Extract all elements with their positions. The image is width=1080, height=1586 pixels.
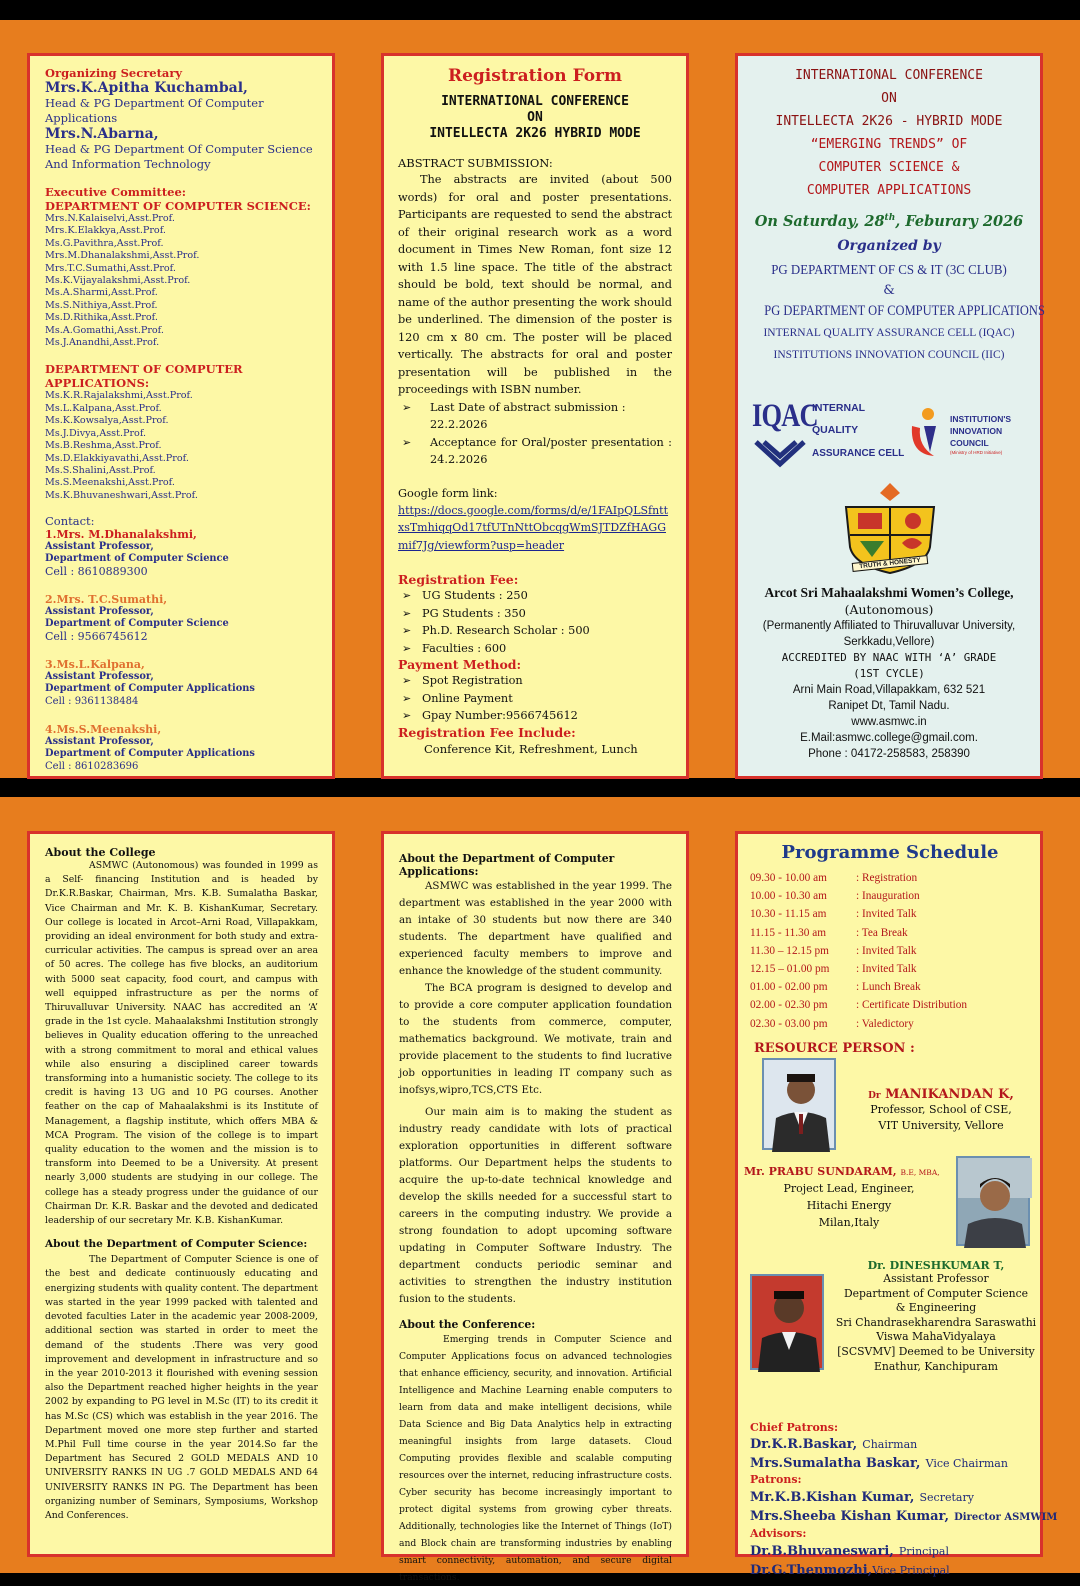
acceptance-date: ➢ Acceptance for Oral/poster presentation : 24.2.2026 [398, 434, 672, 469]
naac-line1: ACCREDITED BY NAAC WITH ‘A’ GRADE [781, 651, 997, 664]
rp1-line2: VIT University, Vellore [878, 1119, 1004, 1132]
fee-list [398, 587, 672, 657]
resource-person-3 [832, 1259, 1040, 1374]
schedule-event: : Invited Talk [856, 908, 917, 921]
cs-member: Ms.A.Sharmi,Asst.Prof. [45, 287, 158, 299]
cs-member: Mrs.T.C.Sumathi,Asst.Prof. [45, 262, 176, 274]
book-icon [754, 438, 806, 468]
contact-cell: Cell : 9566745612 [45, 630, 148, 644]
contact-name: 2.Mrs. T.C.Sumathi, [45, 593, 168, 607]
rp2-line3: Milan,Italy [818, 1216, 880, 1229]
iqac-word1: INTERNAL [812, 402, 866, 414]
affiliation-line2: Serkkadu,Vellore) [843, 636, 935, 648]
fee-include-heading: Registration Fee Include: [398, 724, 576, 740]
ca-member: Ms.S.Shalini,Asst.Prof. [45, 464, 156, 476]
organizer-amp: & [883, 282, 895, 298]
payment-list [398, 672, 672, 725]
advisors-heading: Advisors: [750, 1527, 807, 1540]
event-date-month: , Feburary 2026 [895, 212, 1024, 230]
contact-block [45, 528, 332, 578]
address-line1: Arni Main Road,Villapakkam, 632 521 [792, 684, 986, 696]
event-date-sup: th [884, 213, 896, 223]
schedule-event: : Valedictory [856, 1017, 914, 1030]
google-form-link[interactable]: https://docs.google.com/forms/d/e/1FAIpQLSfnttxsTmhiqqOd17tfUTnNttObcqgWmSJTDZfHAGGmif7Jg/viewform?usp=header [398, 503, 669, 552]
schedule-event: : Invited Talk [856, 944, 917, 957]
contact-block [45, 593, 332, 643]
google-form-label: Google form link: [398, 486, 498, 500]
payment-method-heading: Payment Method: [398, 657, 522, 672]
schedule-time: 11.15 - 11.30 am [750, 926, 827, 939]
cs-member: Ms.A.Gomathi,Asst.Prof. [45, 324, 164, 336]
fee-item: ➢ PG Students : 350 [398, 605, 672, 623]
schedule-row [750, 924, 1030, 942]
payment-item: ➢ Online Payment [398, 690, 672, 708]
rp3-line5: Viswa MahaVidyalaya [876, 1330, 996, 1344]
reg-conference-line3: INTELLECTA 2K26 HYBRID MODE [429, 126, 641, 141]
schedule-row [750, 996, 1030, 1014]
iqac-full-name: INTERNAL QUALITY ASSURANCE CELL (IQAC) [763, 326, 1015, 339]
schedule-event: : Invited Talk [856, 963, 917, 976]
cs-member: Mrs.K.Elakkya,Asst.Prof. [45, 225, 166, 237]
iic-emblem-icon [906, 406, 948, 458]
abstract-deadline: ➢ Last Date of abstract submission : 22.2.2026 [398, 399, 672, 434]
cover-theme-line3: COMPUTER APPLICATIONS [806, 183, 972, 198]
contact-block [45, 658, 332, 708]
iic-word4: (Ministry of HRD Initiative) [950, 450, 1003, 455]
address-line2: Ranipet Dt, Tamil Nadu. [828, 700, 950, 712]
ca-member: Ms.K.Bhuvaneshwari,Asst.Prof. [45, 489, 198, 501]
advisor-1-role: Principal [898, 1545, 949, 1558]
event-date [744, 208, 1034, 232]
resource-person-1-photo [762, 1058, 836, 1150]
iic-logo [906, 406, 1041, 466]
organized-by: Organized by [837, 237, 941, 254]
patron-2-role: Director ASMWIM [954, 1512, 1058, 1523]
rp2-line2: Hitachi Energy [806, 1199, 892, 1212]
contact-name: 1.Mrs. M.Dhanalakshmi, [45, 528, 197, 542]
schedule-time: 01.00 - 02.00 pm [750, 981, 828, 994]
organizer-dept2: PG DEPARTMENT OF COMPUTER APPLICATIONS [764, 302, 1045, 319]
rp3-line6: [SCSVMV] Deemed to be University [837, 1344, 1035, 1358]
resource-person-2 [744, 1165, 954, 1231]
advisor-2-role: Vice Principal [872, 1564, 950, 1577]
contact-dept: Department of Computer Applications [45, 683, 255, 695]
iic-word2: INNOVATION [950, 426, 1003, 436]
chief-patrons-heading: Chief Patrons: [750, 1421, 839, 1434]
rp3-line2: Department of Computer Science [843, 1286, 1029, 1300]
schedule-time: 11.30 – 12.15 pm [750, 944, 829, 957]
organizers-panel [27, 53, 335, 779]
schedule-row [750, 978, 1030, 996]
rp3-line4: Sri Chandrasekharendra Saraswathi [835, 1315, 1037, 1329]
iic-full-name: INSTITUTIONS INNOVATION COUNCIL (IIC) [773, 348, 1005, 361]
ca-member: Ms.K.R.Rajalakshmi,Asst.Prof. [45, 390, 193, 402]
rp2-degree: B.E, MBA, [900, 1168, 940, 1177]
cs-member: Ms.G.Pavithra,Asst.Prof. [45, 237, 164, 249]
fee-item: ➢ UG Students : 250 [398, 587, 672, 605]
schedule-table [750, 869, 1030, 1033]
schedule-panel [735, 831, 1058, 1578]
rp3-line7: Enathur, Kanchipuram [874, 1359, 998, 1373]
fee-item: ➢ Ph.D. Research Scholar : 500 [398, 622, 672, 640]
contact-cell: Cell : 9361138484 [45, 696, 139, 708]
about-department-panel [381, 831, 689, 1583]
schedule-row [750, 905, 1030, 923]
fee-include-text: Conference Kit, Refreshment, Lunch [424, 741, 638, 756]
cover-conference-line1: INTERNATIONAL CONFERENCE [795, 68, 983, 83]
person-icon [958, 1158, 1032, 1248]
executive-committee-heading: Executive Committee: [45, 185, 187, 199]
person-icon [764, 1060, 838, 1152]
about-college-panel [27, 831, 335, 1557]
cs-member: Mrs.M.Dhanalakshmi,Asst.Prof. [45, 250, 200, 262]
secretary-2-name: Mrs.N.Abarna, [45, 126, 159, 142]
contact-role: Assistant Professor, [45, 606, 154, 618]
advisor-2-name: Dr.G.Thenmozhi, [750, 1563, 873, 1578]
reg-conference-line2: ON [527, 110, 543, 125]
iqac-word2: QUALITY [812, 424, 859, 436]
ca-members-list [45, 390, 332, 502]
iqac-logo-text: IQAC [752, 398, 818, 434]
schedule-time: 12.15 – 01.00 pm [750, 963, 830, 976]
about-college-heading: About the College [45, 846, 156, 859]
about-ca-heading: About the Department of Computer Applications: [399, 852, 615, 878]
contact-cell: Cell : 8610283696 [45, 761, 139, 773]
patron-2-name: Mrs.Sheeba Kishan Kumar, [750, 1509, 949, 1524]
about-ca-text3: Our main aim is to making the student as industry ready candidate with lots of practical exploration opportunities in different software platforms. Our Department helps the students to acquire the up-to-date technical knowledge and develop the skills needed for a successful start to careers in the computing industry. We provide a strong foundation to adopt upcoming software updating in Computer Software Industry. The department conducts periodic seminar and activities to strengthen the industry institution fusion to the students. [399, 1106, 672, 1305]
college-phone: Phone : 04172-258583, 258390 [808, 748, 970, 760]
ca-dept-heading: DEPARTMENT OF COMPUTER APPLICATIONS: [45, 362, 243, 391]
schedule-time: 09.30 - 10.00 am [750, 872, 827, 884]
iqac-word3: ASSURANCE CELL [812, 448, 905, 459]
cs-member: Ms.D.Rithika,Asst.Prof. [45, 312, 158, 324]
contact-name: 3.Ms.L.Kalpana, [45, 658, 145, 672]
schedule-event: : Lunch Break [856, 981, 921, 994]
rp3-line3: & Engineering [895, 1301, 977, 1315]
naac-line2: (1ST CYCLE) [853, 667, 925, 680]
contact-role: Assistant Professor, [45, 671, 154, 683]
college-website[interactable]: www.asmwc.in [851, 716, 927, 728]
secretary-2-role-line1: Head & PG Department Of Computer Science [45, 142, 313, 156]
contact-name: 4.Ms.S.Meenakshi, [45, 723, 162, 737]
contact-role: Assistant Professor, [45, 736, 154, 748]
advisor-1-name: Dr.B.Bhuvaneswari, [750, 1544, 894, 1559]
rp3-line1: Assistant Professor [883, 1272, 989, 1285]
resource-person-1 [848, 1087, 1034, 1134]
schedule-time: 02.00 - 02.30 pm [750, 999, 828, 1012]
iic-word1: INSTITUTION'S [950, 414, 1012, 424]
about-cs-text: The Department of Computer Science is one of the best and dedicate continuously educating and energizing students with quality content. The department was started in the year 1999 packed with talented and devoted faculties Later in the academic year 2008-2009, additional section was started in order to meet the demand of the students .There was very good improvement and development in infrastructure and so in the year 2010-2013 it flourished with evening session also the Department reached higher heights in the year 2002 by expanding to PG level in M.Sc (IT) to its credit it has M.Sc (CS) which was establish in the year 2016. The Department moved one more step further and started M.Phil Full time course in the year 2014.So far the Department has Secured 2 GOLD MEDALS AND 10 UNIVERSITY RANKS IN UG .7 GOLD MEDALS AND 64 UNIVERSITY RANKS IN PG. The Department has been organizing number of Seminars, Symposiums, Workshop And Conferences. [45, 1254, 318, 1521]
iic-word3: COUNCIL [950, 438, 989, 448]
brochure-outer-sheet [0, 20, 1080, 778]
organizing-secretary-heading: Organizing Secretary [45, 66, 183, 80]
about-college-text: ASMWC (Autonomous) was founded in 1999 as a Self- financing Institution and is headed by Dr.K.R.Baskar, Chairman, Mrs. K.B. Sumalatha Baskar, Vice Chairman and Mr. K. B. KishanKumar, Secretary. Our college is located in Arcot–Arni Road, Villapakkam, providing an ideal environment for both study and extra-curricular activities. The campus is spread over an area of 50 acres. The college has five blocks, an auditorium with 5000 seat capacity, food court, and campus with well equipped infrastructure as per the norms of Thiruvalluvar University. NAAC has accredited an ‘A’ grade in the 1st cycle. Mahaalakshmi Institution strongly believes in Quality education offering to the unreached with a strong commitment to moral and ethical values while also ensuring a disciplined career towards transforming into a humanistic society. The college to its credit is having 13 UG and 10 PG courses. Another feather on the cap of Mahaalakshmi is its Institute of Management, a flagship institute, which offers MBA & MCA Program. The vision of the college is to impart quality education to the women and the mission is to transform into Deemed to be a University. At present nearly 3,000 students are studying in our college. The college has a steady progress under the guidance of our Chairman Dr. K.R. Baskar and the devoted and dedicated leadership of our secretary Mr. K.B. KishanKumar. [45, 860, 318, 1227]
contact-role: Assistant Professor, [45, 541, 154, 553]
ca-member: Ms.L.Kalpana,Asst.Prof. [45, 402, 162, 414]
cover-conference-line3: INTELLECTA 2K26 - HYBRID MODE [775, 114, 1003, 129]
ca-member: Ms.J.Divya,Asst.Prof. [45, 427, 147, 439]
registration-fee-heading: Registration Fee: [398, 572, 519, 587]
registration-panel [381, 53, 689, 779]
cs-member: Ms.S.Nithiya,Asst.Prof. [45, 299, 158, 311]
crest-motto: TRUTH & HONESTY [852, 555, 929, 572]
contact-dept: Department of Computer Science [45, 618, 229, 630]
cover-theme-line1: “EMERGING TRENDS” OF [810, 137, 968, 152]
cover-conference-line2: ON [881, 91, 897, 106]
cover-theme-line2: COMPUTER SCIENCE & [818, 160, 960, 175]
schedule-time: 10.00 - 10.30 am [750, 890, 827, 903]
secretary-1-name: Mrs.K.Apitha Kuchambal, [45, 80, 248, 96]
cs-member: Mrs.N.Kalaiselvi,Asst.Prof. [45, 213, 175, 224]
reg-conference-line1: INTERNATIONAL CONFERENCE [441, 94, 629, 109]
ca-member: Ms.S.Meenakshi,Asst.Prof. [45, 477, 175, 489]
college-autonomous: (Autonomous) [844, 602, 934, 617]
patrons-heading: Patrons: [750, 1473, 802, 1486]
secretary-2-role-line2: And Information Technology [45, 157, 211, 171]
cs-dept-heading: DEPARTMENT OF COMPUTER SCIENCE: [45, 199, 311, 213]
brochure-inner-sheet [0, 797, 1080, 1583]
payment-item: ➢ Spot Registration [398, 672, 672, 690]
ca-member: Ms.B.Reshma,Asst.Prof. [45, 440, 162, 452]
programme-schedule-title: Programme Schedule [781, 842, 999, 863]
about-cs-heading: About the Department of Computer Science: [45, 1238, 308, 1251]
chief-patron-1-name: Dr.K.R.Baskar, [750, 1437, 858, 1452]
college-email[interactable]: E.Mail:asmwc.college@gmail.com. [800, 732, 978, 744]
chief-patron-1-role: Chairman [862, 1438, 918, 1451]
schedule-row [750, 960, 1030, 978]
contact-heading: Contact: [45, 514, 95, 529]
rp2-line1: Project Lead, Engineer, [783, 1182, 915, 1195]
about-conference-heading: About the Conference: [399, 1318, 536, 1331]
person-icon [752, 1276, 826, 1372]
payment-item: ➢ Gpay Number:9566745612 [398, 707, 672, 725]
cover-panel [735, 53, 1043, 779]
chief-patron-2-role: Vice Chairman [925, 1457, 1008, 1470]
schedule-event: : Tea Break [856, 926, 908, 939]
resource-person-heading: RESOURCE PERSON : [754, 1040, 915, 1056]
abstract-dates [398, 399, 672, 469]
abstract-text: The abstracts are invited (about 500 words) for oral and poster presentations. Participants are requested to send the abstract of their original research work as a word document in Times New Roman, font size 12 with 1.5 line space. The title of the abstract should be bold, text should be normal, and name of the author presenting the work should be underlined. The dimension of the poster is 120 cm x 80 cm. The poster will be placed vertically. The abstracts for oral and poster presentation will be published in the proceedings with ISBN number. [398, 173, 672, 396]
about-ca-text1: ASMWC was established in the year 1999. The department was established in the year 2000 with an intake of 30 students but now there are 340 students. The department have qualified and experienced faculty members to improve and enhance the knowledge of the student community. [399, 880, 672, 977]
about-ca-text2: The BCA program is designed to develop and to provide a core computer application foundation to the students from commerce, computer, mathematics background. We motivate, train and provide placement to the students to find lucrative job opportunities in leading IT company such as inofsys,wipro,TCS,CTS Etc. [399, 982, 672, 1096]
schedule-row [750, 887, 1030, 905]
ca-member: Ms.D.Elakkiyavathi,Asst.Prof. [45, 452, 189, 464]
registration-form-title: Registration Form [447, 66, 623, 86]
college-crest [838, 481, 942, 577]
schedule-row [750, 1015, 1030, 1033]
schedule-row [750, 869, 1030, 887]
contact-cell: Cell : 8610889300 [45, 565, 148, 579]
schedule-time: 10.30 - 11.15 am [750, 908, 827, 921]
cs-member: Ms.K.Vijayalakshmi,Asst.Prof. [45, 275, 191, 287]
college-name: Arcot Sri Mahaalakshmi Women’s College, [764, 585, 1014, 600]
patron-1-role: Secretary [919, 1491, 974, 1504]
resource-person-3-photo [750, 1274, 824, 1370]
contact-dept: Department of Computer Science [45, 553, 229, 565]
abstract-heading: ABSTRACT SUBMISSION: [398, 156, 553, 170]
iqac-logo [750, 398, 905, 470]
schedule-event: : Registration [856, 872, 918, 884]
rp2-name: Mr. PRABU SUNDARAM, [744, 1165, 897, 1178]
chief-patron-2-name: Mrs.Sumalatha Baskar, [750, 1456, 921, 1471]
event-date-main: On Saturday, 28 [754, 212, 885, 230]
patron-1-name: Mr.K.B.Kishan Kumar, [750, 1490, 915, 1505]
contact-dept: Department of Computer Applications [45, 748, 255, 760]
cs-members-list [45, 213, 332, 349]
fee-item: ➢ Faculties : 600 [398, 640, 672, 658]
rp1-prefix: Dr [868, 1091, 881, 1101]
secretary-1-role: Head & PG Department Of Computer Applications [45, 96, 264, 125]
schedule-row [750, 942, 1030, 960]
schedule-time: 02.30 - 03.00 pm [750, 1017, 828, 1030]
resource-person-2-photo [956, 1156, 1030, 1246]
affiliation-line1: (Permanently Affiliated to Thiruvalluvar University, [762, 620, 1016, 632]
rp1-line1: Professor, School of CSE, [870, 1103, 1012, 1116]
cs-member: Ms.J.Anandhi,Asst.Prof. [45, 337, 160, 349]
schedule-event: : Certificate Distribution [856, 999, 968, 1012]
ca-member: Ms.K.Kowsalya,Asst.Prof. [45, 415, 169, 427]
rp3-name: Dr. DINESHKUMAR T, [867, 1259, 1005, 1272]
organizer-dept1: PG DEPARTMENT OF CS & IT (3C CLUB) [771, 262, 1007, 278]
contact-block [45, 723, 332, 773]
rp1-name: MANIKANDAN K, [885, 1087, 1014, 1102]
schedule-event: : Inauguration [856, 890, 920, 903]
about-conference-text: Emerging trends in Computer Science and Computer Applications focus on advanced technologies that enhance efficiency, security, and innovation. Artificial Intelligence and Machine Learning enable computers to learn from data and make intelligent decisions, while Data Science and Big Data Analytics help in extracting meaningful insights from large datasets. Cloud Computing provides flexible and scalable computing resources over the internet, reducing infrastructure costs. Cyber security has become increasingly important to protect digital systems from growing cyber threats. Additionally, technologies like the Internet of Things (IoT) and Block chain are transforming industries by enabling smart connectivity, automation, and secure digital transactions. [399, 1334, 672, 1583]
patrons-block [750, 1420, 1058, 1579]
